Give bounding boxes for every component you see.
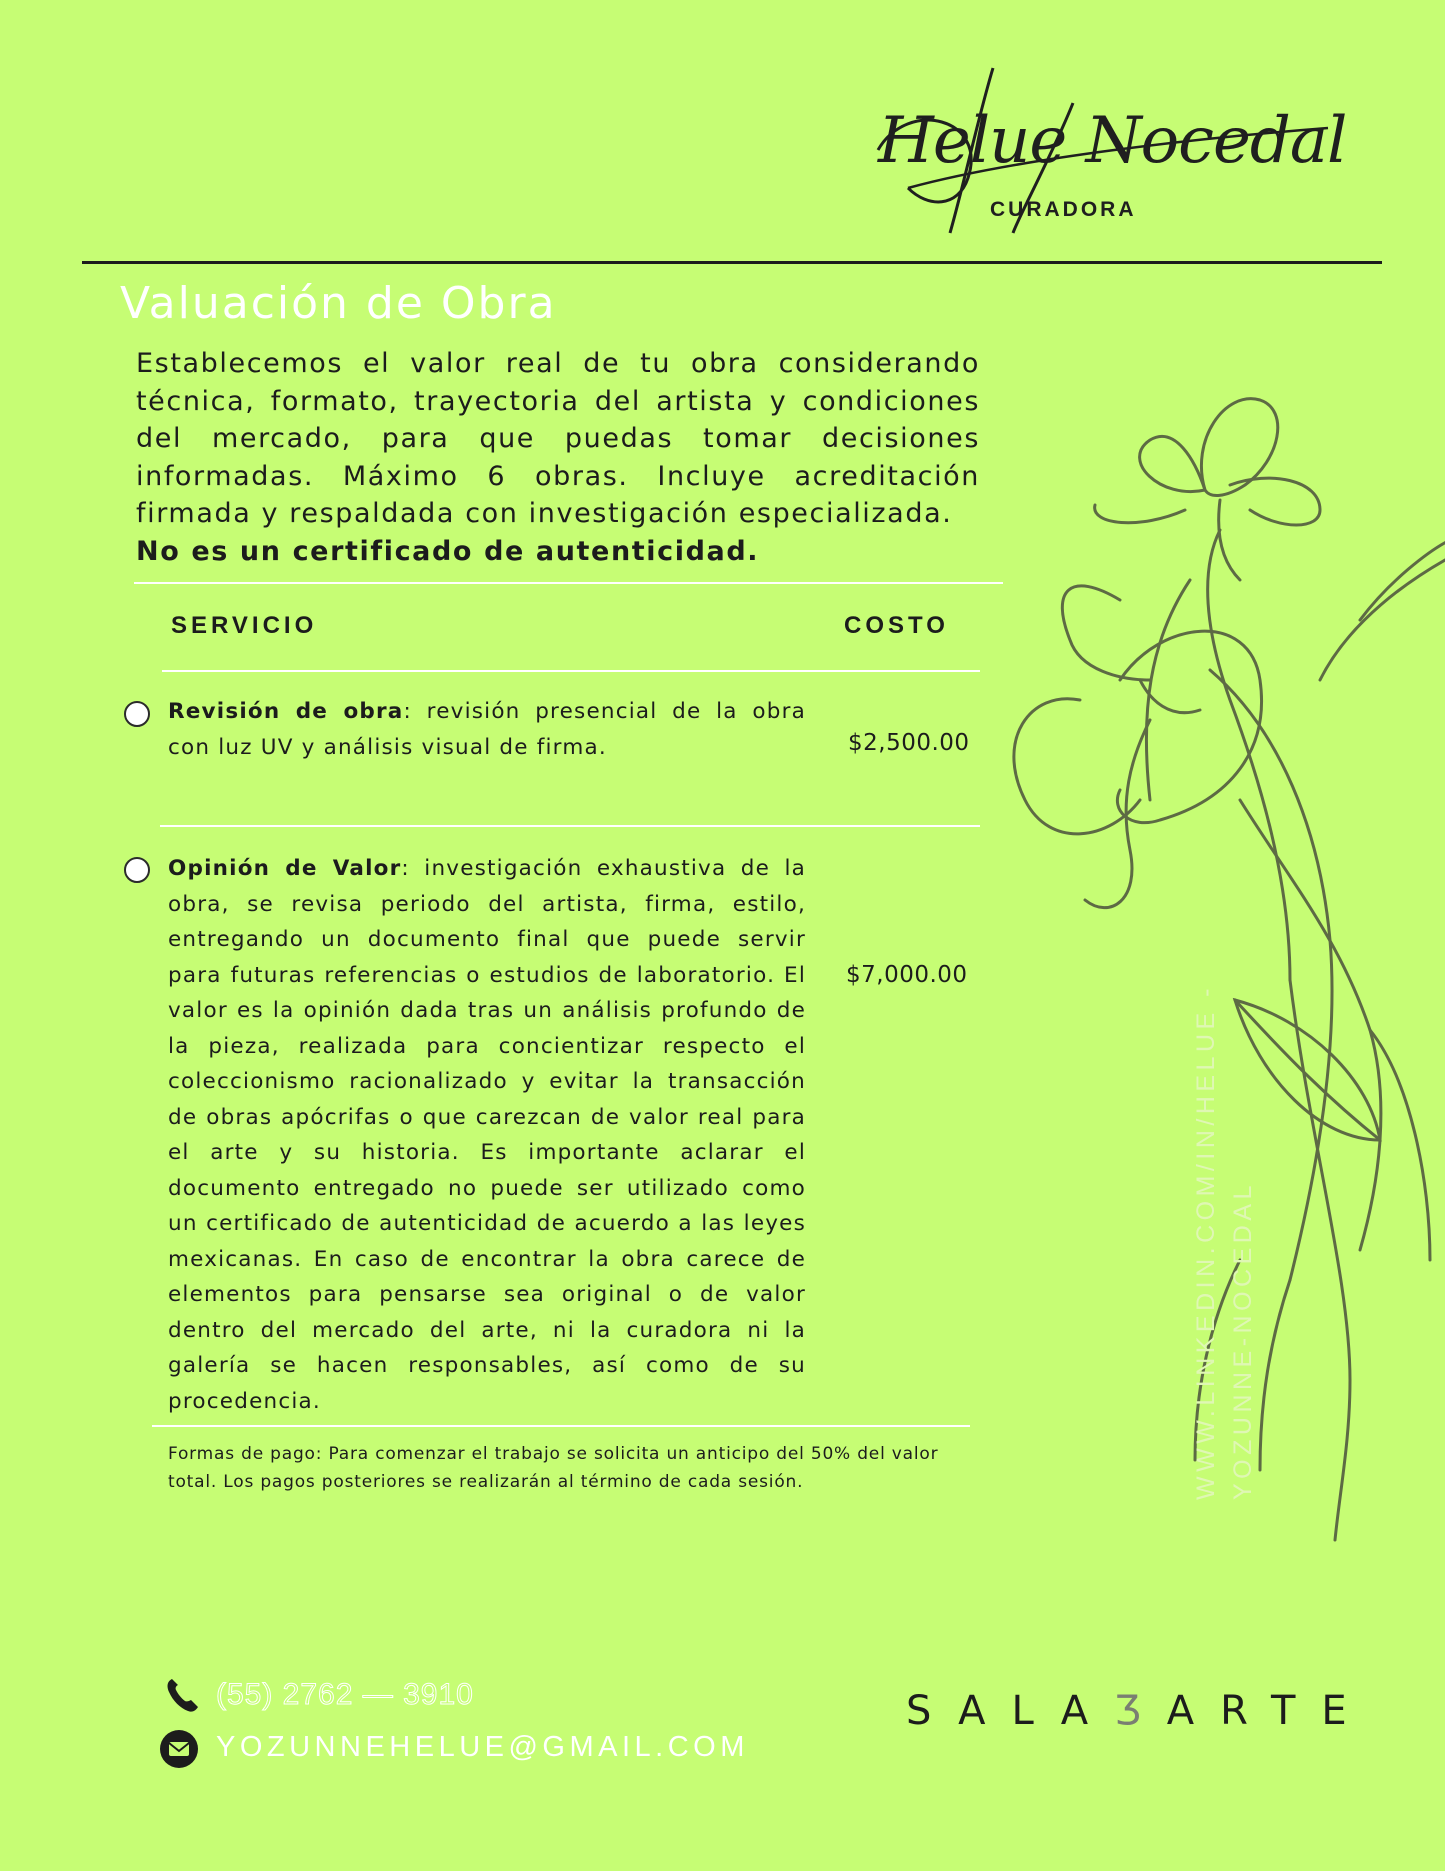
divider xyxy=(152,1425,970,1427)
service-description-opinion xyxy=(168,851,806,1419)
service-radio-revision[interactable] xyxy=(124,701,150,727)
brand-mid: Ʒ xyxy=(1114,1688,1167,1734)
logo-script-text: Helue Nocedal xyxy=(878,104,1347,178)
divider xyxy=(162,670,980,672)
brand-left: SALA xyxy=(906,1688,1115,1734)
service-name: Revisión de obra xyxy=(168,699,404,724)
column-header-service: SERVICIO xyxy=(171,612,318,639)
brand-right: ARTE xyxy=(1166,1688,1373,1734)
intro-text: Establecemos el valor real de tu obra considerando técnica, formato, trayectoria del artista y condiciones del mercado, para que puedas tomar decisiones informadas. Máximo 6 obras. Incluye acreditación firmada y respaldada con investigación especializada. xyxy=(136,348,980,529)
mail-icon xyxy=(160,1730,198,1768)
service-radio-opinion[interactable] xyxy=(124,857,150,883)
divider xyxy=(134,582,1003,584)
divider xyxy=(160,825,980,827)
column-header-cost: COSTO xyxy=(844,612,949,639)
service-detail: : revisión presencial de la obra con luz UV y análisis visual de firma. xyxy=(168,699,806,760)
sala-arte-logo xyxy=(906,1688,1373,1734)
top-divider xyxy=(82,261,1382,264)
intro-paragraph xyxy=(136,345,980,570)
service-detail: : investigación exhaustiva de la obra, se revisa periodo del artista, firma, estilo, entregando un documento final que puede servir para futuras referencias o estudios de laboratorio. El valor es la opinión dada tras un análisis profundo de la pieza, realizada para concientizar respecto el coleccionismo racionalizado y evitar la transacción de obras apócrifas o que carezcan de valor real para el arte y su historia. Es importante aclarar el documento entregado no puede ser utilizado como un certificado de autenticidad de acuerdo a las leyes mexicanas. En caso de encontrar la obra carece de elementos para pensarse sea original o de valor dentro del mercado del arte, ni la curadora ni la galería se hacen responsables, así como de su procedencia. xyxy=(168,856,807,1414)
payment-terms: Formas de pago: Para comenzar el trabajo se solicita un anticipo del 50% del valor total. Los pagos posteriores se realizarán al término de cada sesión. xyxy=(168,1444,939,1492)
service-name: Opinión de Valor xyxy=(168,856,402,881)
service-price: $2,500.00 xyxy=(848,730,970,756)
email-address[interactable]: YOZUNNEHELUE@GMAIL.COM xyxy=(216,1731,749,1763)
logo xyxy=(868,58,1347,248)
logo-subtitle: CURADORA xyxy=(990,198,1137,221)
service-price: $7,000.00 xyxy=(846,962,968,988)
service-description-revision xyxy=(168,694,806,765)
linkedin-url[interactable]: WWW.LINKEDIN.COM/IN/HELUE -YOZUNNE-NOCEDAL xyxy=(1192,984,1257,1500)
page-title: Valuación de Obra xyxy=(120,278,557,329)
phone-icon xyxy=(164,1676,202,1714)
phone-number[interactable]: (55) 2762 — 3910 xyxy=(216,1678,474,1711)
intro-disclaimer: No es un certificado de autenticidad. xyxy=(136,535,760,567)
